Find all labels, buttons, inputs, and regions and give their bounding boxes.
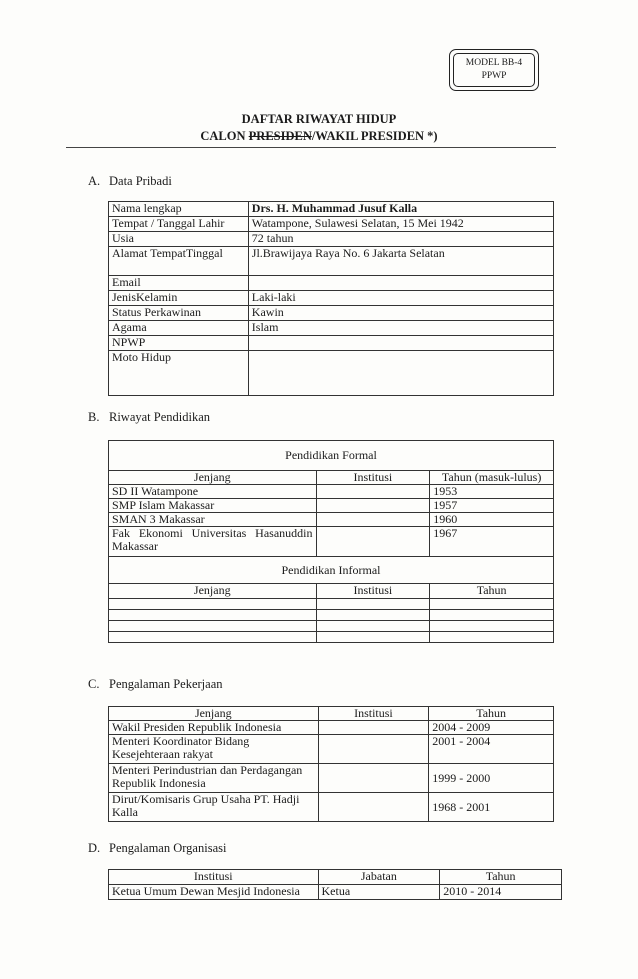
personal-data-table <box>108 201 554 396</box>
formal-header-tahun: Tahun (masuk-lulus) <box>430 471 554 485</box>
table-row <box>109 499 554 513</box>
work-experience-table <box>108 706 554 822</box>
formal-jenjang: SD II Watampone <box>109 485 317 499</box>
org-header-tahun: Tahun <box>440 870 562 885</box>
org-header-jabatan: Jabatan <box>318 870 440 885</box>
section-d-heading <box>88 841 226 856</box>
informal-education-title: Pendidikan Informal <box>109 557 554 584</box>
work-tahun: 1968 - 2001 <box>429 793 554 822</box>
work-header-jenjang: Jenjang <box>109 707 319 721</box>
section-a-title: Data Pribadi <box>109 174 172 188</box>
table-row <box>109 232 554 247</box>
label-agama: Agama <box>109 321 249 336</box>
table-row <box>109 513 554 527</box>
formal-tahun: 1967 <box>430 527 554 557</box>
table-row <box>109 217 554 232</box>
work-tahun: 2004 - 2009 <box>429 721 554 735</box>
value-nama-lengkap: Drs. H. Muhammad Jusuf Kalla <box>248 202 553 217</box>
work-header-institusi: Institusi <box>318 707 429 721</box>
value-moto-hidup <box>248 351 553 396</box>
subtitle-struck-word: PRESIDEN <box>248 129 312 143</box>
table-row <box>109 610 554 621</box>
table-row <box>109 247 554 276</box>
value-tempat-tanggal-lahir: Watampone, Sulawesi Selatan, 15 Mei 1942 <box>248 217 553 232</box>
formal-education-title: Pendidikan Formal <box>109 441 554 471</box>
formal-institusi <box>316 499 430 513</box>
formal-header-institusi: Institusi <box>316 471 430 485</box>
table-row <box>109 276 554 291</box>
table-row <box>109 485 554 499</box>
section-a-letter: A. <box>88 174 101 188</box>
table-row <box>109 306 554 321</box>
value-status-perkawinan: Kawin <box>248 306 553 321</box>
work-institusi <box>318 721 429 735</box>
table-row <box>109 632 554 643</box>
org-tahun: 2010 - 2014 <box>440 885 562 900</box>
organization-table <box>108 869 562 900</box>
section-c-heading <box>88 677 223 692</box>
label-nama-lengkap: Nama lengkap <box>109 202 249 217</box>
formal-institusi <box>316 527 430 557</box>
value-usia: 72 tahun <box>248 232 553 247</box>
formal-tahun: 1957 <box>430 499 554 513</box>
formal-jenjang: Fak Ekonomi Universitas Hasanuddin Makassar <box>109 527 317 557</box>
table-row <box>109 764 554 793</box>
label-npwp: NPWP <box>109 336 249 351</box>
label-tempat-tanggal-lahir: Tempat / Tanggal Lahir <box>109 217 249 232</box>
label-alamat: Alamat TempatTinggal <box>109 247 249 276</box>
section-b-title: Riwayat Pendidikan <box>109 410 211 424</box>
work-institusi <box>318 735 429 764</box>
section-a-heading <box>88 174 172 189</box>
table-row <box>109 584 554 599</box>
label-moto-hidup: Moto Hidup <box>109 351 249 396</box>
value-alamat: Jl.Brawijaya Raya No. 6 Jakarta Selatan <box>248 247 553 276</box>
table-row <box>109 441 554 471</box>
informal-header-tahun: Tahun <box>430 584 554 599</box>
label-usia: Usia <box>109 232 249 247</box>
subtitle-suffix: /WAKIL PRESIDEN *) <box>311 129 438 143</box>
title-divider <box>66 147 556 148</box>
table-row <box>109 599 554 610</box>
work-institusi <box>318 764 429 793</box>
formal-tahun: 1953 <box>430 485 554 499</box>
value-npwp <box>248 336 553 351</box>
subtitle-prefix: CALON <box>200 129 249 143</box>
work-tahun: 1999 - 2000 <box>429 764 554 793</box>
document-subtitle <box>0 129 638 144</box>
table-row <box>109 793 554 822</box>
informal-header-institusi: Institusi <box>316 584 430 599</box>
education-table <box>108 440 554 643</box>
work-header-tahun: Tahun <box>429 707 554 721</box>
org-jabatan: Ketua <box>318 885 440 900</box>
table-row <box>109 557 554 584</box>
work-jenjang: Menteri Koordinator Bidang Kesejehteraan rakyat <box>109 735 319 764</box>
table-row <box>109 621 554 632</box>
table-row <box>109 471 554 485</box>
work-tahun: 2001 - 2004 <box>429 735 554 764</box>
table-row <box>109 351 554 396</box>
table-row <box>109 870 562 885</box>
table-row <box>109 321 554 336</box>
label-email: Email <box>109 276 249 291</box>
work-institusi <box>318 793 429 822</box>
label-status-perkawinan: Status Perkawinan <box>109 306 249 321</box>
table-row <box>109 735 554 764</box>
table-row <box>109 291 554 306</box>
org-institusi: Ketua Umum Dewan Mesjid Indonesia <box>109 885 319 900</box>
work-jenjang: Menteri Perindustrian dan Perdagangan Republik Indonesia <box>109 764 319 793</box>
section-c-title: Pengalaman Pekerjaan <box>109 677 223 691</box>
label-jenis-kelamin: JenisKelamin <box>109 291 249 306</box>
work-jenjang: Wakil Presiden Republik Indonesia <box>109 721 319 735</box>
table-row <box>109 336 554 351</box>
section-b-heading <box>88 410 210 425</box>
section-d-title: Pengalaman Organisasi <box>109 841 227 855</box>
table-row <box>109 707 554 721</box>
table-row <box>109 721 554 735</box>
section-c-letter: C. <box>88 677 100 691</box>
formal-tahun: 1960 <box>430 513 554 527</box>
model-badge <box>449 49 539 91</box>
formal-jenjang: SMAN 3 Makassar <box>109 513 317 527</box>
table-row <box>109 527 554 557</box>
document-title: DAFTAR RIWAYAT HIDUP <box>241 112 397 126</box>
formal-institusi <box>316 513 430 527</box>
section-d-letter: D. <box>88 841 101 855</box>
work-jenjang: Dirut/Komisaris Grup Usaha PT. Hadji Kalla <box>109 793 319 822</box>
formal-header-jenjang: Jenjang <box>109 471 317 485</box>
value-email <box>248 276 553 291</box>
value-agama: Islam <box>248 321 553 336</box>
model-badge-line2: PPWP <box>481 71 507 81</box>
table-row <box>109 885 562 900</box>
formal-jenjang: SMP Islam Makassar <box>109 499 317 513</box>
section-b-letter: B. <box>88 410 100 424</box>
model-badge-line1: MODEL BB-4 <box>465 58 523 68</box>
formal-institusi <box>316 485 430 499</box>
table-row <box>109 202 554 217</box>
org-header-institusi: Institusi <box>109 870 319 885</box>
value-jenis-kelamin: Laki-laki <box>248 291 553 306</box>
informal-header-jenjang: Jenjang <box>109 584 317 599</box>
